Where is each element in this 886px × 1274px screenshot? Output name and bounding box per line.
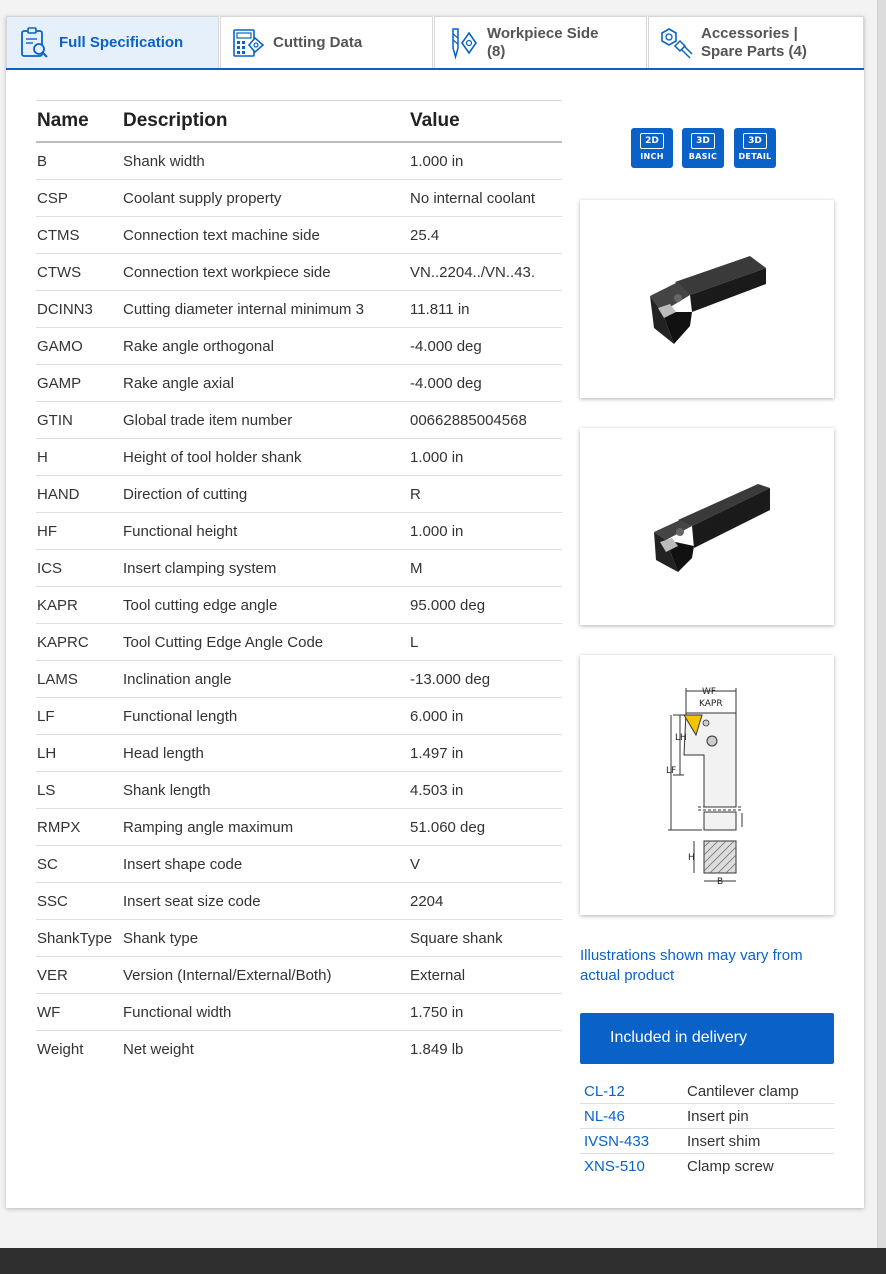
- technical-drawing: [580, 655, 834, 915]
- drawing-label-lf: LF: [666, 766, 677, 776]
- spec-description-cell: Insert shape code: [122, 846, 409, 883]
- drawing-label-h: H: [688, 853, 695, 863]
- tab-label: Full Specification: [59, 33, 184, 51]
- table-row: [36, 217, 562, 254]
- product-dimension-drawing[interactable]: [580, 655, 834, 915]
- spec-name-cell: CSP: [36, 180, 122, 217]
- bolt-nut-icon: [659, 26, 693, 60]
- spec-description-cell: Version (Internal/External/Both): [122, 957, 409, 994]
- tab-label: Accessories | Spare Parts (4): [701, 24, 807, 60]
- spec-value-cell: External: [409, 957, 562, 994]
- spec-description-cell: Functional length: [122, 698, 409, 735]
- spec-name-cell: HAND: [36, 476, 122, 513]
- table-row: [36, 698, 562, 735]
- spec-value-cell: No internal coolant: [409, 180, 562, 217]
- button-label: Included in delivery: [610, 1029, 747, 1046]
- part-code-link[interactable]: NL-46: [580, 1104, 683, 1129]
- spec-value-cell: 1.000 in: [409, 439, 562, 476]
- spec-value-cell: Square shank: [409, 920, 562, 957]
- spec-description-cell: Net weight: [123, 1040, 194, 1058]
- spec-description-cell: Functional height: [122, 513, 409, 550]
- table-row: [36, 439, 562, 476]
- table-row: [36, 587, 562, 624]
- drill-insert-icon: [445, 26, 479, 60]
- cad-format-label: 3D: [691, 133, 715, 149]
- footer-bar: [0, 1248, 886, 1274]
- table-row: [36, 291, 562, 328]
- spec-name-cell: LH: [36, 735, 122, 772]
- table-row: [36, 180, 562, 217]
- spec-name-cell: CTWS: [36, 254, 122, 291]
- part-description: Insert shim: [683, 1129, 834, 1154]
- cad-format-sublabel: DETAIL: [738, 152, 772, 161]
- spec-value-cell: 2204: [409, 883, 562, 920]
- table-row: [36, 957, 562, 994]
- part-description: Cantilever clamp: [683, 1079, 834, 1104]
- spec-description-cell: Insert clamping system: [122, 550, 409, 587]
- spec-name-cell: Weight: [37, 1040, 84, 1058]
- spec-name-cell: H: [36, 439, 122, 476]
- spec-description-cell: Rake angle orthogonal: [122, 328, 409, 365]
- spec-value-cell: 00662885004568: [409, 402, 562, 439]
- part-description: Insert pin: [683, 1104, 834, 1129]
- spec-description-cell: Inclination angle: [122, 661, 409, 698]
- part-code-link[interactable]: IVSN-433: [580, 1129, 683, 1154]
- part-code-link[interactable]: XNS-510: [584, 1157, 645, 1175]
- spec-value-cell: 6.000 in: [409, 698, 562, 735]
- column-header-value: Value: [409, 101, 562, 143]
- spec-name-cell: SC: [36, 846, 122, 883]
- spec-value-cell: V: [409, 846, 562, 883]
- spec-name-cell: RMPX: [36, 809, 122, 846]
- drawing-label-lh: LH: [675, 733, 687, 743]
- table-row: [36, 809, 562, 846]
- cad-format-sublabel: INCH: [640, 152, 664, 161]
- cad-format-label: 3D: [743, 133, 767, 149]
- table-row: [36, 254, 562, 291]
- tool-holder-render: [580, 428, 834, 625]
- table-row: [36, 1031, 562, 1068]
- column-header-description: Description: [122, 101, 409, 143]
- spec-name-cell: GAMO: [36, 328, 122, 365]
- part-code-link[interactable]: CL-12: [580, 1079, 683, 1104]
- table-row: [36, 772, 562, 809]
- tab-accessories-spare-parts[interactable]: [648, 16, 864, 68]
- table-row: [36, 328, 562, 365]
- spec-name-cell: KAPR: [36, 587, 122, 624]
- list-item: [580, 1079, 834, 1104]
- spec-name-cell: KAPRC: [36, 624, 122, 661]
- spec-value-cell: 1.849 lb: [410, 1040, 464, 1058]
- cad-format-sublabel: BASIC: [688, 152, 718, 161]
- spec-value-cell: 11.811 in: [409, 291, 562, 328]
- list-item: [580, 1104, 834, 1129]
- spec-name-cell: LS: [36, 772, 122, 809]
- spec-description-cell: Coolant supply property: [122, 180, 409, 217]
- tab-label: Workpiece Side (8): [487, 24, 599, 60]
- table-row: [36, 883, 562, 920]
- spec-name-cell: ShankType: [36, 920, 122, 957]
- tab-bar: [6, 16, 864, 70]
- product-image-iso-2[interactable]: [580, 428, 834, 625]
- included-in-delivery-button[interactable]: [580, 1013, 834, 1064]
- clipboard-search-icon: [17, 26, 51, 60]
- spec-description-cell: Tool Cutting Edge Angle Code: [122, 624, 409, 661]
- cad-download-3d-detail-button[interactable]: [734, 128, 776, 168]
- table-row: [36, 846, 562, 883]
- spec-name-cell: DCINN3: [36, 291, 122, 328]
- calculator-insert-icon: [231, 26, 265, 60]
- tool-holder-render: [580, 200, 834, 398]
- spec-description-cell: Insert seat size code: [122, 883, 409, 920]
- spec-value-cell: L: [409, 624, 562, 661]
- spec-name-cell: B: [36, 142, 122, 180]
- product-image-iso-1[interactable]: [580, 200, 834, 398]
- spec-name-cell: LF: [36, 698, 122, 735]
- spec-description-cell: Functional width: [122, 994, 409, 1031]
- table-row: [36, 476, 562, 513]
- spec-description-cell: Rake angle axial: [122, 365, 409, 402]
- spec-description-cell: Cutting diameter internal minimum 3: [122, 291, 409, 328]
- specification-table: [36, 100, 562, 1067]
- table-row: [36, 365, 562, 402]
- spec-value-cell: 1.497 in: [409, 735, 562, 772]
- spec-description-cell: Shank length: [122, 772, 409, 809]
- table-row: [36, 550, 562, 587]
- spec-value-cell: VN..2204../VN..43.: [409, 254, 562, 291]
- spec-description-cell: Connection text workpiece side: [122, 254, 409, 291]
- illustration-note: Illustrations shown may vary from actual product: [580, 947, 803, 984]
- drawing-label-kapr: KAPR: [699, 699, 723, 709]
- cad-format-label: 2D: [640, 133, 664, 149]
- table-row: [36, 661, 562, 698]
- spec-name-cell: HF: [36, 513, 122, 550]
- spec-name-cell: CTMS: [36, 217, 122, 254]
- spec-value-cell: 95.000 deg: [409, 587, 562, 624]
- spec-value-cell: M: [409, 550, 562, 587]
- product-detail-card: [6, 16, 864, 1208]
- cad-download-2d-inch-button[interactable]: [631, 128, 673, 168]
- tab-full-specification[interactable]: [6, 16, 219, 68]
- spec-value-cell: -13.000 deg: [409, 661, 562, 698]
- table-row: [36, 624, 562, 661]
- spec-description-cell: Height of tool holder shank: [122, 439, 409, 476]
- spec-name-cell: GAMP: [36, 365, 122, 402]
- spec-name-cell: GTIN: [36, 402, 122, 439]
- table-header-row: [36, 101, 562, 143]
- table-row: [36, 735, 562, 772]
- table-row: [36, 513, 562, 550]
- cad-download-3d-basic-button[interactable]: [682, 128, 724, 168]
- part-description: Clamp screw: [687, 1157, 774, 1175]
- page-scrollbar[interactable]: [877, 0, 886, 1248]
- spec-description-cell: Head length: [122, 735, 409, 772]
- tab-label: Cutting Data: [273, 33, 363, 51]
- spec-description-cell: Tool cutting edge angle: [122, 587, 409, 624]
- drawing-label-wf: WF: [702, 687, 717, 697]
- spec-value-cell: -4.000 deg: [409, 365, 562, 402]
- spec-description-cell: Shank type: [122, 920, 409, 957]
- column-header-name: Name: [36, 101, 122, 143]
- table-row: [36, 142, 562, 180]
- spec-name-cell: VER: [36, 957, 122, 994]
- tab-workpiece-side[interactable]: [434, 16, 647, 68]
- list-item: [580, 1154, 834, 1179]
- included-items-table: [580, 1079, 834, 1178]
- drawing-label-b: B: [717, 877, 724, 887]
- spec-value-cell: R: [409, 476, 562, 513]
- table-row: [36, 994, 562, 1031]
- table-row: [36, 402, 562, 439]
- spec-value-cell: 1.750 in: [409, 994, 562, 1031]
- spec-value-cell: 1.000 in: [409, 513, 562, 550]
- spec-description-cell: Ramping angle maximum: [122, 809, 409, 846]
- spec-description-cell: Shank width: [122, 142, 409, 180]
- table-row: [36, 920, 562, 957]
- spec-value-cell: 51.060 deg: [409, 809, 562, 846]
- spec-name-cell: LAMS: [36, 661, 122, 698]
- spec-value-cell: 25.4: [409, 217, 562, 254]
- spec-name-cell: SSC: [36, 883, 122, 920]
- spec-value-cell: -4.000 deg: [409, 328, 562, 365]
- spec-description-cell: Direction of cutting: [122, 476, 409, 513]
- tab-cutting-data[interactable]: [220, 16, 433, 68]
- spec-name-cell: ICS: [36, 550, 122, 587]
- spec-name-cell: WF: [36, 994, 122, 1031]
- spec-description-cell: Connection text machine side: [122, 217, 409, 254]
- spec-description-cell: Global trade item number: [122, 402, 409, 439]
- spec-value-cell: 1.000 in: [409, 142, 562, 180]
- spec-value-cell: 4.503 in: [409, 772, 562, 809]
- list-item: [580, 1129, 834, 1154]
